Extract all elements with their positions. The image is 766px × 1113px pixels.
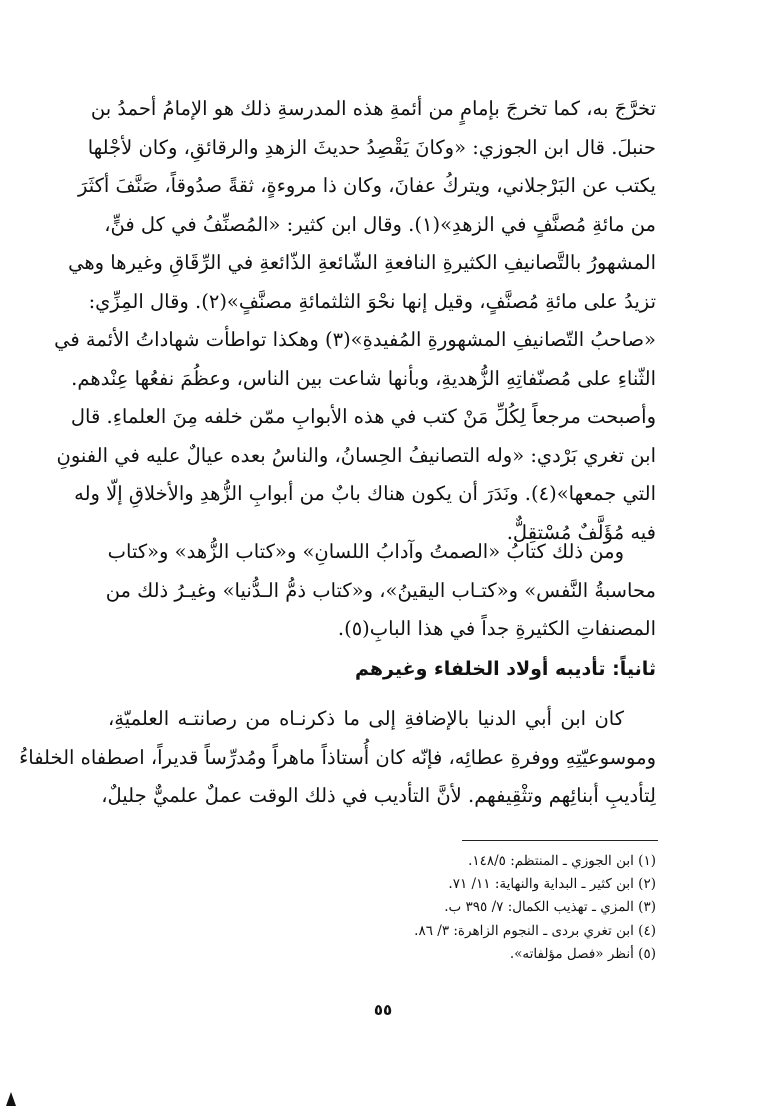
- text-line: المصنفاتِ الكثيرةِ جداً في هذا البابِ(٥).: [337, 617, 656, 640]
- text-line: محاسبةُ النَّفس» و«كتـاب اليقينُ»، و«كتاب ذمُّ الـدُّنيا» وغيـرُ ذلك من: [105, 578, 656, 602]
- footnotes: [256, 850, 656, 966]
- text-line: حنبلَ. قال ابن الجوزي: «وكانَ يَقْصِدُ حديثَ الزهدِ والرقائقِ، وكان لأجْلها: [87, 135, 656, 159]
- page-number: ٥٥: [373, 1001, 393, 1019]
- text-line: تزيدُ على مائةِ مُصنَّفٍ، وقيل إنها نحْوَ الثلثمائةِ مصنَّفٍ»(٢). وقال المِزِّي:: [88, 289, 656, 313]
- text-line: فيه مُؤَلَّفٌ مُسْتقِلٌّ.: [506, 520, 656, 544]
- corner-triangle-icon: [6, 1092, 16, 1106]
- paragraph-3: [19, 700, 656, 816]
- paragraph-1: [54, 90, 656, 552]
- text-line: وموسوعيّتِهِ ووفرةِ عطائِه، فإنّه كان أُستاذاً ماهراً ومُدرِّساً قديراً، اصطفاه الخلفاءُ: [19, 745, 656, 769]
- text-line: من مائةِ مُصنَّفٍ في الزهدِ»(١). وقال ابن كثير: «المُصنِّفُ في كل فنٍّ،: [104, 212, 656, 236]
- paragraph-2: [105, 533, 656, 649]
- text-line: المشهورُ بالتَّصانيفِ الكثيرةِ النافعةِ الشّائعةِ الذّائعةِ في الرِّقَاقِ وغيرها وهي: [68, 251, 656, 274]
- text-line: يكتب عن البَرْجلاني، ويتركُ عفانَ، وكان ذا مروءةٍ، ثقةً صدُوقاً، صَنَّفَ أكثَرَ: [77, 174, 656, 197]
- text-line: الثّناءِ على مُصنّفاتِهِ الزُّهديةِ، وبأنها شاعت بين الناس، وعظُمَ نفعُها عِنْدهم.: [71, 366, 656, 390]
- footnote: (٣) المزي ـ تهذيب الكمال: ٧/ ٣٩٥ ب.: [444, 899, 656, 916]
- text-line: تخرَّجَ به، كما تخرجَ بإمامٍ من أئمةِ هذه المدرسةِ ذلك هو الإمامُ أحمدُ بن: [90, 97, 656, 120]
- text-line: «صاحبُ التّصانيفِ المشهورةِ المُفيدةِ»(٣) وهكذا تواطأت شهاداتُ الأئمة في: [54, 328, 656, 351]
- text-line: كان ابن أبي الدنيا بالإضافةِ إلى ما ذكرنـاه من رصانتـه العلميّةِ،: [108, 707, 624, 730]
- footnote: (٤) ابن تغري بردى ـ النجوم الزاهرة: ٣/ ٨٦.: [414, 922, 656, 939]
- text-line: وأصبحت مرجعاً لِكُلِّ مَنْ كتب في هذه الأبوابِ ممّن خلفه مِنَ العلماءِ. قال: [70, 405, 656, 428]
- footnote: (٢) ابن كثير ـ البداية والنهاية: ١١/ ٧١.: [448, 876, 656, 893]
- text-line: لِتأديبِ أبنائِهم وتثْقِيفهم. لأنَّ التأديب في ذلك الوقت عملٌ علميٌّ جليلٌ،: [101, 784, 656, 807]
- footnote: (١) ابن الجوزي ـ المنتظم: ١٤٨/٥.: [468, 853, 656, 869]
- footnote-separator: [462, 840, 658, 841]
- text-line: ومن ذلك كتابُ «الصمتُ وآدابُ اللسانِ» و«كتاب الزُّهد» و«كتاب: [107, 540, 624, 563]
- text-line: ابن تغري بَرْدي: «وله التصانيفُ الحِسانُ، والناسُ بعده عيالٌ عليه في الفنونِ: [56, 443, 656, 467]
- text-line: التي جمعها»(٤). ونَدَرَ أن يكون هناك بابٌ من أبوابِ الزُّهدِ والأخلاقِ إلّا وله: [74, 482, 656, 505]
- footnote: (٥) أنظر «فصل مؤلفاته».: [509, 945, 656, 962]
- section-heading: ثانياً: تأديبه أولاد الخلفاء وغيرهم: [354, 658, 656, 680]
